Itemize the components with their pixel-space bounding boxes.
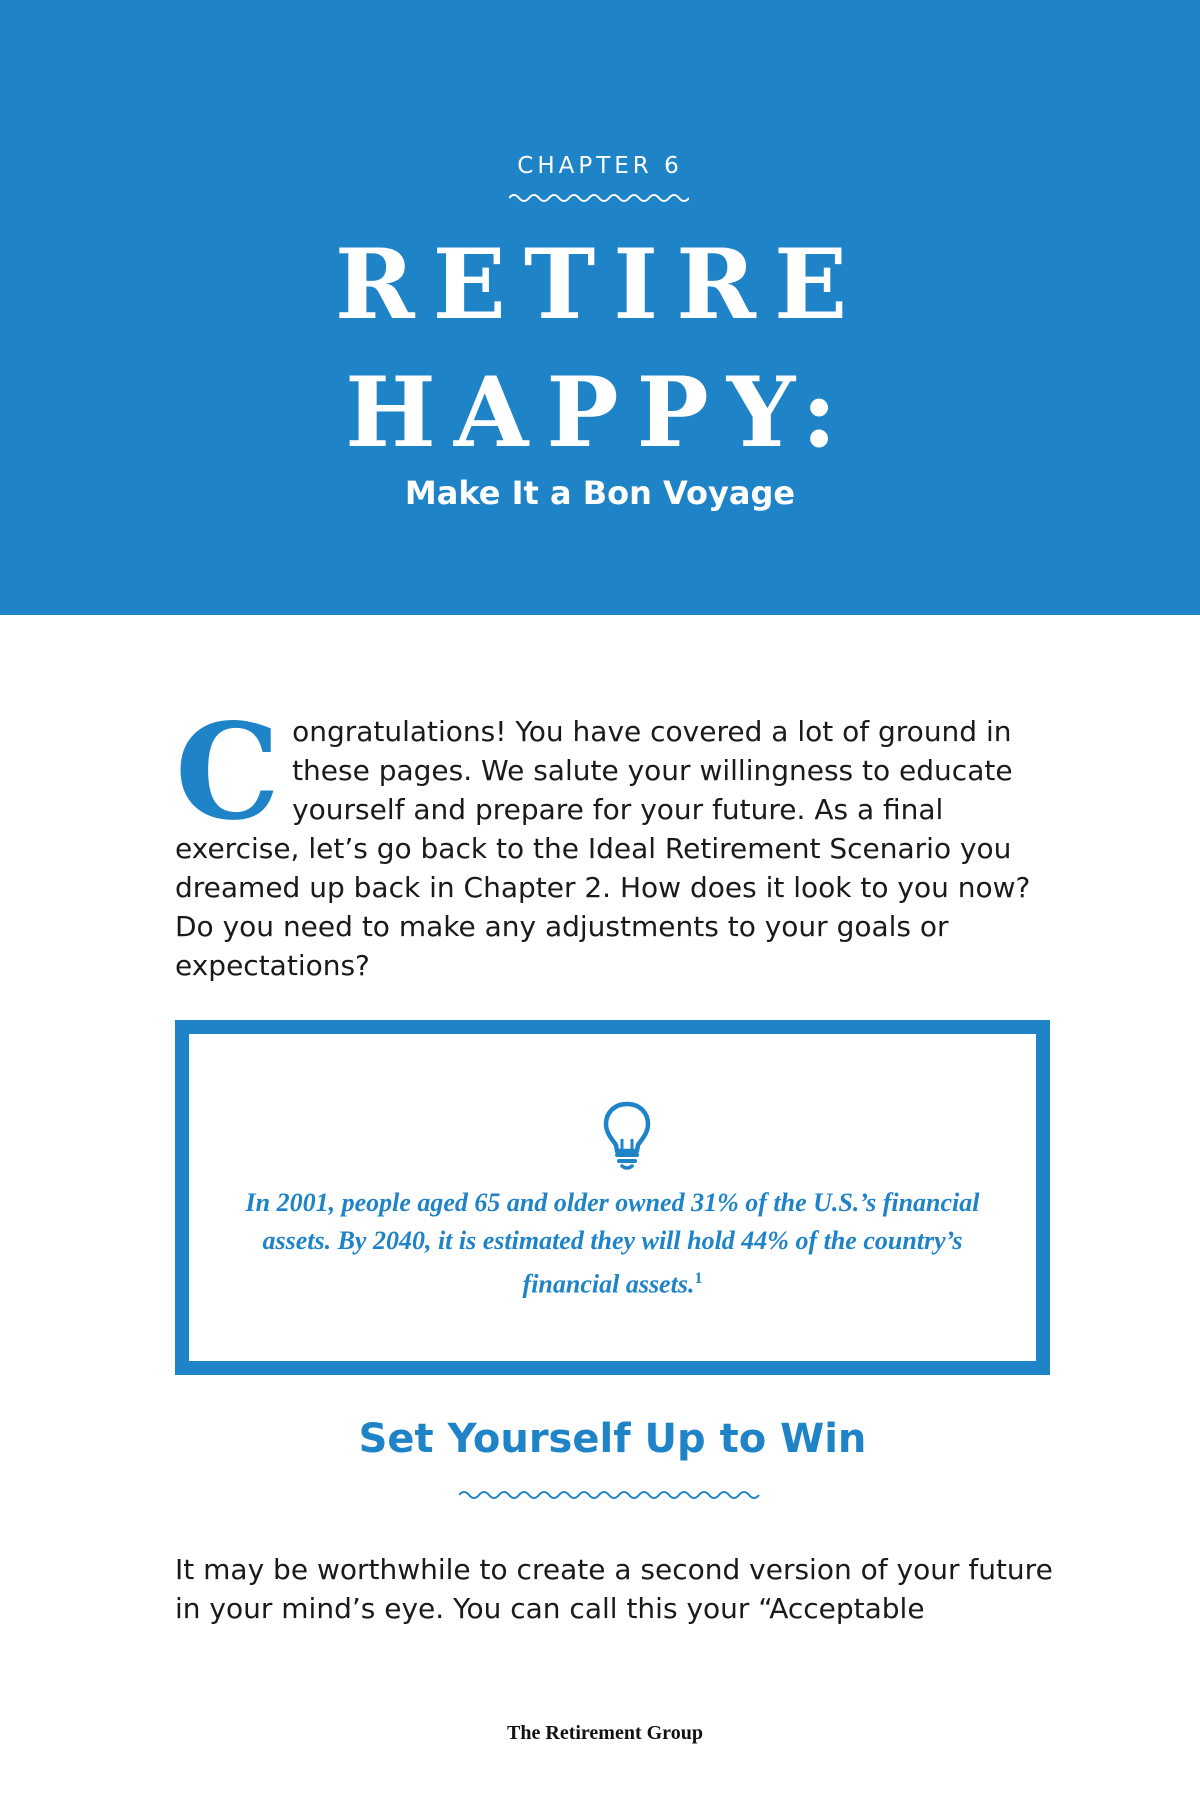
chapter-subtitle: Make It a Bon Voyage bbox=[404, 474, 796, 512]
callout-fact bbox=[219, 1184, 1006, 1304]
callout-fact-text: In 2001, people aged 65 and older owned 31% of the U.S.’s financial assets. By 2040, it is estimated they will hold 44% of the country’s financial assets. bbox=[245, 1188, 980, 1299]
fact-callout-box bbox=[175, 1020, 1050, 1375]
chapter-label: CHAPTER 6 bbox=[517, 153, 683, 179]
wave-divider-top bbox=[509, 191, 689, 205]
section-body-paragraph: It may be worthwhile to create a second version of your future in your mind’s eye. You can call this your “Acceptable bbox=[175, 1553, 1053, 1625]
chapter-header bbox=[0, 0, 1200, 615]
intro-paragraph bbox=[175, 695, 1045, 985]
wave-divider-section bbox=[459, 1488, 765, 1502]
chapter-title-line2: HAPPY: bbox=[345, 356, 855, 469]
footnote-marker: 1 bbox=[694, 1270, 703, 1287]
lightbulb-icon bbox=[601, 1099, 653, 1171]
page-footer: The Retirement Group bbox=[507, 1722, 703, 1744]
intro-text: ongratulations! You have covered a lot of ground in these pages. We salute your willingness to educate yourself and prepare for your future. As a final exercise, let’s go back to the Ideal Retirement Scenario you dreamed up back in Chapter 2. How does it look to you now? Do you need to make any adjustments to your goals or expectations? bbox=[175, 715, 1031, 982]
section-heading: Set Yourself Up to Win bbox=[358, 1416, 867, 1462]
chapter-title-line1: RETIRE bbox=[334, 228, 866, 341]
drop-cap: C bbox=[175, 695, 281, 850]
